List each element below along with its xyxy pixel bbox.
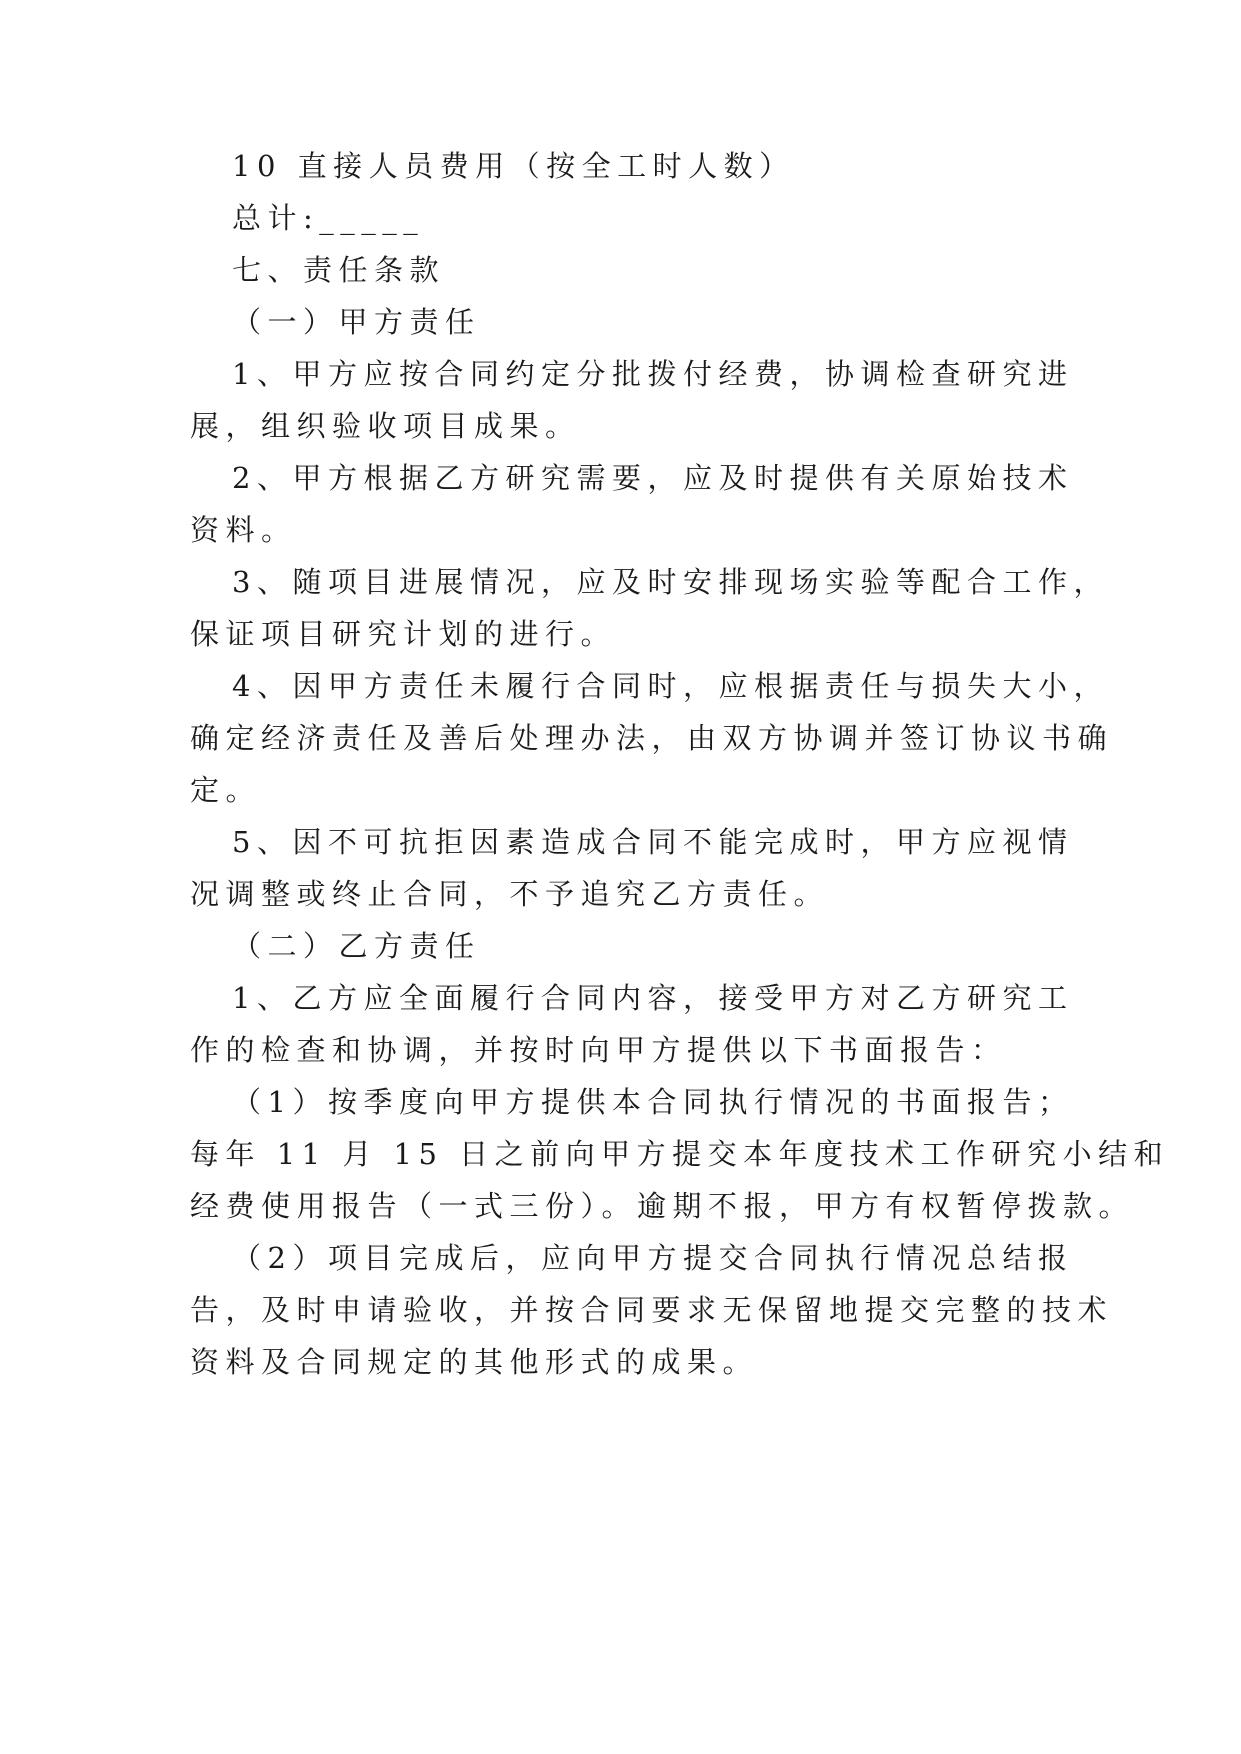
text-line: 2、甲方根据乙方研究需要，应及时提供有关原始技术 <box>232 461 1074 495</box>
text-line: 4、因甲方责任未履行合同时，应根据责任与损失大小， <box>232 669 1109 703</box>
text-line: 告，及时申请验收，并按合同要求无保留地提交完整的技术 <box>190 1293 1114 1327</box>
text-line: 1、甲方应按合同约定分批拨付经费，协调检查研究进 <box>232 357 1074 391</box>
text-line: 5、因不可抗拒因素造成合同不能完成时，甲方应视情 <box>232 825 1074 859</box>
text-line: 3、随项目进展情况，应及时安排现场实验等配合工作， <box>232 565 1109 599</box>
text-line: （二）乙方责任 <box>232 929 481 963</box>
text-line: （1）按季度向甲方提供本合同执行情况的书面报告； <box>232 1085 1074 1119</box>
text-line: （2）项目完成后，应向甲方提交合同执行情况总结报 <box>232 1241 1074 1275</box>
document-page <box>190 140 1170 1388</box>
text-line: 确定经济责任及善后处理办法，由双方协调并签订协议书确 <box>190 721 1114 755</box>
text-line: 经费使用报告（一式三份）。逾期不报，甲方有权暂停拨款。 <box>190 1189 1135 1223</box>
text-line: 总计:_____ <box>232 201 425 235</box>
text-line: 况调整或终止合同，不予追究乙方责任。 <box>190 877 830 911</box>
text-line: 七、责任条款 <box>232 253 446 287</box>
text-line: 每年 11 月 15 日之前向甲方提交本年度技术工作研究小结和 <box>190 1137 1170 1171</box>
text-line: 定。 <box>190 773 262 807</box>
text-line: 资料及合同规定的其他形式的成果。 <box>190 1345 759 1379</box>
text-line: 保证项目研究计划的进行。 <box>190 617 617 651</box>
text-line: 资料。 <box>190 513 297 547</box>
text-line: （一）甲方责任 <box>232 305 481 339</box>
text-line: 作的检查和协调，并按时向甲方提供以下书面报告： <box>190 1033 1007 1067</box>
text-line: 展，组织验收项目成果。 <box>190 409 581 443</box>
text-line: 10 直接人员费用（按全工时人数） <box>232 149 795 183</box>
text-line: 1、乙方应全面履行合同内容，接受甲方对乙方研究工 <box>232 981 1074 1015</box>
